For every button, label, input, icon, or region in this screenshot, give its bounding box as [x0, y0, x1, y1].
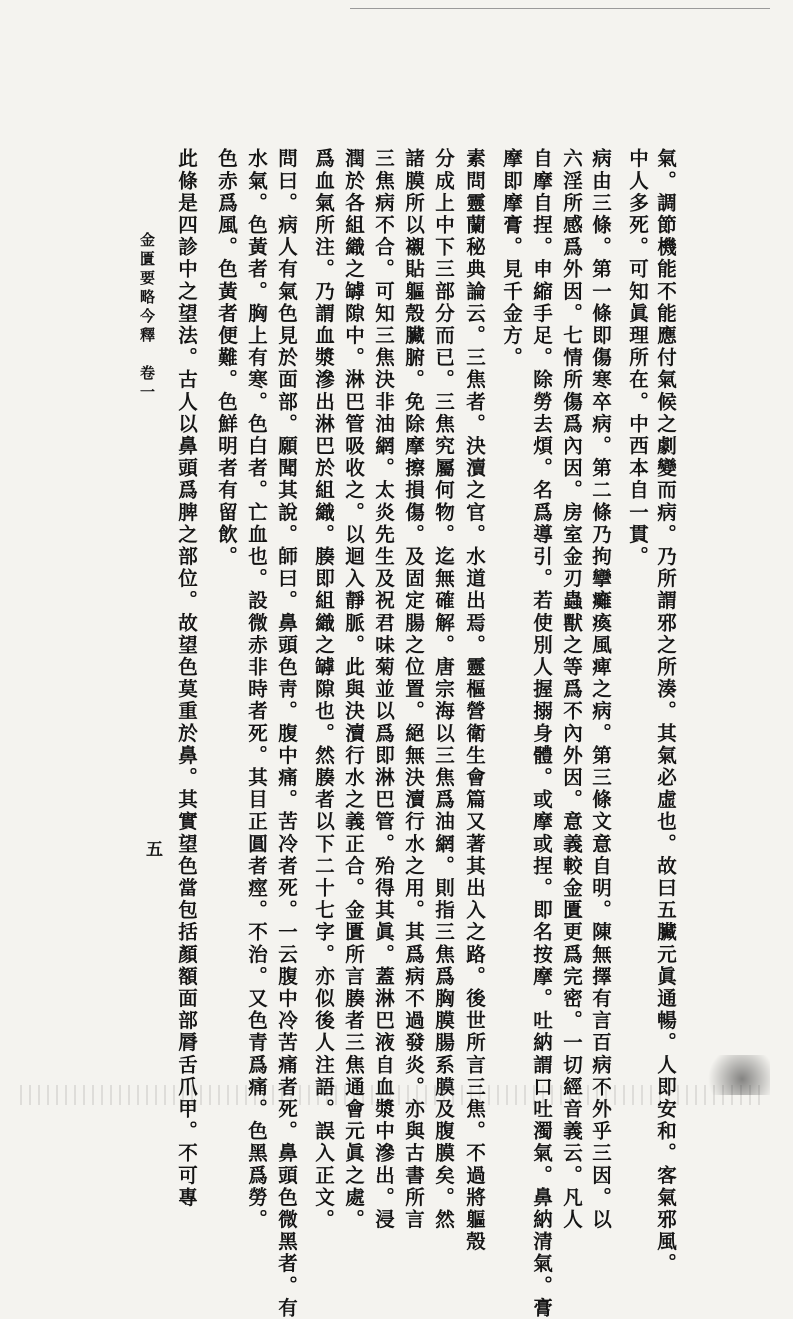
top-rule: [350, 8, 770, 9]
running-header: 金匱要略今釋 卷一: [138, 232, 156, 403]
text-column: 自摩自捏。申縮手足。除勞去煩。名爲導引。若使別人握搦身體。或摩或捏。即名按摩。吐納謂口吐濁氣。鼻納清氣。膏: [530, 148, 553, 1319]
text-column: 六淫所感爲外因。七情所傷爲內因。房室金刃蟲獸之等爲不內外因。意義較金匱更爲完密。一切經音義云。凡人: [560, 148, 583, 1231]
text-column: 此條是四診中之望法。古人以鼻頭爲脾之部位。故望色莫重於鼻。其實望色當包括顏額面部脣舌爪甲。不可專: [175, 148, 198, 1209]
text-column: 諸膜所以襯貼軀殼臟腑。免除摩擦損傷。及固定腸之位置。絕無決瀆行水之用。其爲病不過發炎。亦與古書所言: [402, 148, 425, 1231]
text-column: 病由三條。第一條即傷寒卒病。第二條乃拘攣癱瘓風痺之病。第三條文意自明。陳無擇有言百病不外乎三因。以: [589, 148, 612, 1231]
text-column: 摩即摩膏。見千金方。: [500, 148, 523, 369]
text-column: 爲血氣所注。乃謂血漿滲出淋巴於組織。腠即組織之罅隙也。然腠者以下二十七字。亦似後人注語。誤入正文。: [312, 148, 335, 1231]
page-number: 五: [142, 840, 162, 857]
scan-noise: [20, 1085, 760, 1105]
text-column: 三焦病不合。可知三焦決非油網。太炎先生及祝君味菊並以爲即淋巴管。殆得其眞。蓋淋巴液自血漿中滲出。浸: [372, 148, 395, 1231]
text-column: 氣。調節機能不能應付氣候之劇變而病。乃所謂邪之所湊。其氣必虛也。故曰五臟元眞通暢。人即安和。客氣邪風。: [654, 148, 677, 1276]
text-column: 素問靈蘭秘典論云。三焦者。決瀆之官。水道出焉。靈樞營衛生會篇又著其出入之路。後世所言三焦。不過將軀殼: [463, 148, 486, 1253]
text-column: 分成上中下三部分而已。三焦究屬何物。迄無確解。唐宗海以三焦爲油網。則指三焦爲胸膜腸系膜及腹膜矣。然: [432, 148, 455, 1231]
text-column: 色赤爲風。色黃者便難。色鮮明者有留飲。: [215, 148, 238, 568]
text-column: 潤於各組織之罅隙中。淋巴管吸收之。以迴入靜脈。此與決瀆行水之義正合。金匱所言腠者三焦通會元眞之處。: [342, 148, 365, 1231]
text-column: 問曰。病人有氣色見於面部。願聞其說。師曰。鼻頭色靑。腹中痛。苦冷者死。一云腹中冷苦痛者死。鼻頭色微黑者。有: [275, 148, 298, 1319]
text-column: 中人多死。可知眞理所在。中西本自一貫。: [626, 148, 649, 568]
text-column: 水氣。色黃者。胸上有寒。色白者。亡血也。設微赤非時者死。其目正圓者痙。不治。又色青爲痛。色黑爲勞。: [245, 148, 268, 1231]
